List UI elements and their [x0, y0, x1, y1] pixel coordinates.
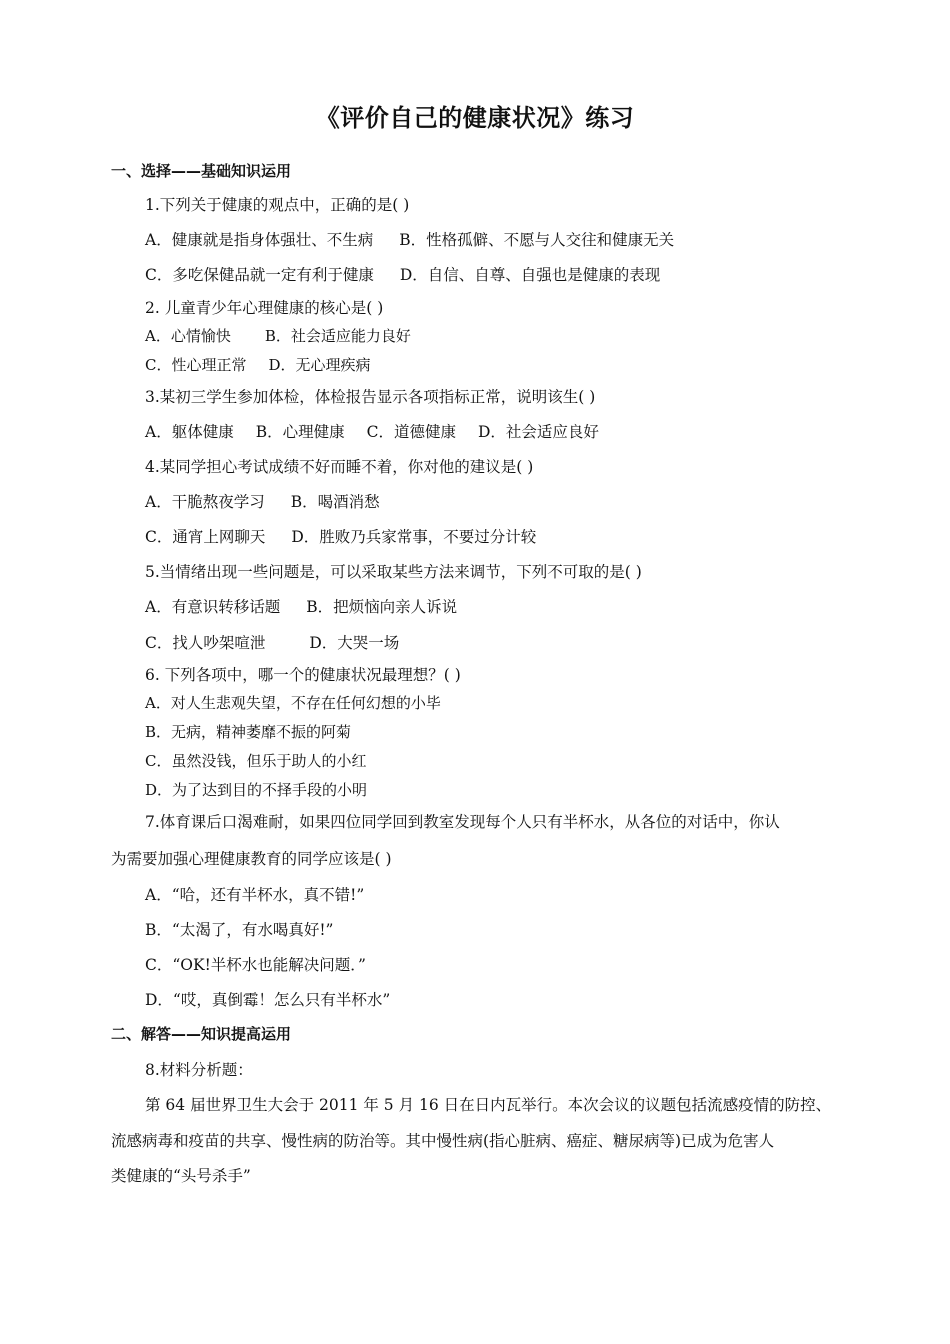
question-5-option-b: B．把烦恼向亲人诉说 — [306, 598, 458, 616]
question-5-options-row-2 — [145, 631, 399, 653]
question-3-options-row — [145, 420, 599, 442]
question-3-option-a: A．躯体健康 — [145, 423, 234, 441]
question-1-option-a: A．健康就是指身体强壮、不生病 — [145, 231, 374, 249]
question-1-option-d: D．自信、自尊、自强也是健康的表现 — [399, 266, 661, 284]
question-3-option-d: D．社会适应良好 — [477, 423, 599, 441]
question-4-option-b: B．喝酒消愁 — [290, 493, 380, 511]
question-2-option-b: B．社会适应能力良好 — [264, 327, 411, 345]
question-6-option-c: C．虽然没钱，但乐于助人的小红 — [145, 752, 367, 770]
question-2-option-c: C．性心理正常 — [145, 356, 247, 374]
question-5-stem: 5.当情绪出现一些问题是，可以采取某些方法来调节，下列不可取的是( ) — [145, 563, 642, 581]
question-4-option-d: D．胜败乃兵家常事，不要过分计较 — [291, 528, 537, 546]
question-6-option-a: A．对人生悲观失望，不存在任何幻想的小毕 — [145, 694, 441, 712]
question-5-option-d: D．大哭一场 — [309, 634, 400, 652]
question-2-option-d: D．无心理疾病 — [268, 356, 371, 374]
question-4-options-row-1 — [145, 490, 380, 512]
question-1-option-c: C．多吃保健品就一定有利于健康 — [145, 266, 374, 284]
question-8-paragraph-line-1: 第 64 届世界卫生大会于 2011 年 5 月 16 日在日内瓦举行。本次会议的议题包括流感疫情的防控、 — [145, 1096, 832, 1114]
question-4-option-c: C．通宵上网聊天 — [145, 528, 266, 546]
question-2-options-row-2 — [145, 354, 371, 375]
question-4-option-a: A．干脆熬夜学习 — [145, 493, 265, 511]
question-1-option-b: B．性格孤僻、不愿与人交往和健康无关 — [399, 231, 675, 249]
question-3-option-c: C．道德健康 — [366, 423, 456, 441]
question-1-options-row-2 — [145, 263, 660, 285]
question-2-stem: 2. 儿童青少年心理健康的核心是( ) — [145, 299, 384, 317]
question-2-options-row-1 — [145, 325, 411, 346]
question-3-stem: 3.某初三学生参加体检，体检报告显示各项指标正常，说明该生( ) — [145, 388, 596, 406]
question-5-option-c: C．找人吵架喧泄 — [145, 634, 266, 652]
question-1-stem: 1.下列关于健康的观点中，正确的是( ) — [145, 196, 410, 214]
question-7-option-b: B．“太渴了，有水喝真好!” — [145, 921, 334, 939]
question-8-paragraph-line-3: 类健康的“头号杀手” — [111, 1167, 251, 1185]
question-2-option-a: A．心情愉快 — [145, 327, 231, 345]
question-8-stem: 8.材料分析题： — [145, 1061, 253, 1079]
question-8-paragraph-line-2: 流感病毒和疫苗的共享、慢性病的防治等。其中慢性病(指心脏病、癌症、糖尿病等)已成为危害人 — [111, 1132, 775, 1150]
page-title: 《评价自己的健康状况》练习 — [315, 104, 635, 132]
question-7-option-d: D．“哎，真倒霉！怎么只有半杯水” — [145, 991, 391, 1009]
question-7-option-c: C．“OK!半杯水也能解决问题．” — [145, 956, 366, 974]
question-6-option-d: D．为了达到目的不择手段的小明 — [145, 781, 368, 799]
question-5-options-row-1 — [145, 595, 457, 617]
section-heading-choice: 一、选择——基础知识运用 — [111, 162, 292, 180]
question-6-stem: 6. 下列各项中，哪一个的健康状况最理想？( ) — [145, 666, 461, 684]
question-4-options-row-2 — [145, 525, 536, 547]
question-6-option-b: B．无病，精神萎靡不振的阿菊 — [145, 723, 352, 741]
question-5-option-a: A．有意识转移话题 — [145, 598, 281, 616]
question-4-stem: 4.某同学担心考试成绩不好而睡不着，你对他的建议是( ) — [145, 458, 534, 476]
question-7-stem-line-1: 7.体育课后口渴难耐，如果四位同学回到教室发现每个人只有半杯水，从各位的对话中，你认 — [145, 813, 780, 831]
question-7-option-a: A．“哈，还有半杯水，真不错!” — [145, 886, 365, 904]
section-heading-answer: 二、解答——知识提高运用 — [111, 1025, 292, 1043]
question-3-option-b: B．心理健康 — [255, 423, 345, 441]
question-1-options-row-1 — [145, 228, 674, 250]
question-7-stem-line-2: 为需要加强心理健康教育的同学应该是( ) — [111, 850, 392, 868]
